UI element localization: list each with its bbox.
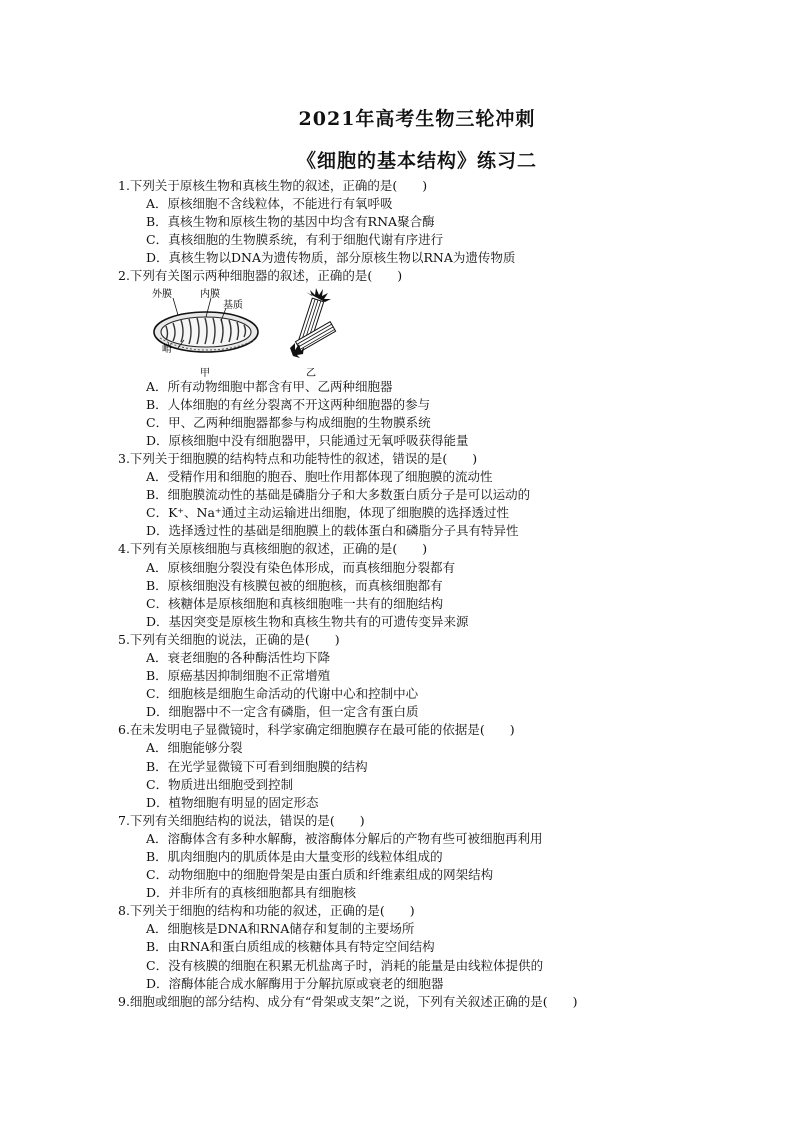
question-stem: 1.下列关于原核生物和真核生物的叙述，正确的是( ) (118, 178, 428, 193)
question-stem: 6.在未发明电子显微镜时，科学家确定细胞膜存在最可能的依据是( ) (118, 722, 515, 738)
question-6 (118, 721, 678, 811)
label-inner-membrane: 内膜 (200, 288, 220, 300)
option-d: D．溶酶体能合成水解酶用于分解抗原或衰老的细胞器 (146, 975, 444, 991)
question-8 (118, 902, 678, 992)
option-d: D．真核生物以DNA为遗传物质，部分原核生物以RNA为遗传物质 (146, 250, 516, 266)
option-d: D．选择透过性的基础是细胞膜上的载体蛋白和磷脂分子具有特异性 (146, 523, 519, 539)
option-c: C．细胞核是细胞生命活动的代谢中心和控制中心 (146, 686, 419, 702)
question-7 (118, 812, 678, 902)
organelle-illustration (138, 286, 398, 378)
option-d: D．原核细胞中没有细胞器甲，只能通过无氧呼吸获得能量 (146, 432, 469, 448)
option-b: B．在光学显微镜下可看到细胞膜的结构 (146, 758, 368, 774)
centrosome-drawing (290, 288, 336, 358)
option-b: B．由RNA和蛋白质组成的核糖体具有特定空间结构 (146, 939, 435, 955)
document-subtitle: 《细胞的基本结构》练习二 (296, 150, 537, 172)
label-jia: 甲 (200, 367, 210, 378)
question-stem: 7.下列有关细胞结构的说法，错误的是( ) (118, 812, 365, 828)
option-a: A．原核细胞分裂没有染色体形成，而真核细胞分裂都有 (146, 559, 456, 575)
option-c: C．甲、乙两种细胞器都参与构成细胞的生物膜系统 (146, 414, 431, 430)
option-a: A．所有动物细胞中都含有甲、乙两种细胞器 (146, 378, 393, 394)
document-title: 2021年高考生物三轮冲刺 (298, 108, 536, 130)
option-b: B．真核生物和原核生物的基因中均含有RNA聚合酶 (146, 214, 435, 230)
question-list (118, 177, 678, 1011)
question-stem: 2.下列有关图示两种细胞器的叙述，正确的是( ) (118, 268, 403, 284)
question-stem: 5.下列有关细胞的说法，正确的是( ) (118, 631, 340, 647)
option-c: C．真核细胞的生物膜系统，有利于细胞代谢有序进行 (146, 232, 444, 248)
option-c: C．K⁺、Na⁺通过主动运输进出细胞，体现了细胞膜的选择透过性 (146, 505, 509, 521)
option-a: A．细胞核是DNA和RNA储存和复制的主要场所 (146, 921, 415, 937)
option-d: D．基因突变是原核生物和真核生物共有的可遗传变异来源 (146, 613, 469, 629)
option-a: A．原核细胞不含线粒体，不能进行有氧呼吸 (146, 196, 393, 212)
question-3 (118, 450, 678, 540)
question-stem: 8.下列关于细胞的结构和功能的叙述，正确的是( ) (118, 903, 415, 919)
option-b: B．原癌基因抑制细胞不正常增殖 (146, 668, 331, 684)
question-2 (118, 267, 678, 449)
option-d: D．并非所有的真核细胞都具有细胞核 (146, 885, 357, 901)
question-4 (118, 540, 678, 630)
option-c: C．没有核膜的细胞在积累无机盐离子时，消耗的能量是由线粒体提供的 (146, 957, 544, 973)
option-c: C．核糖体是原核细胞和真核细胞唯一共有的细胞结构 (146, 595, 444, 611)
option-b: B．人体细胞的有丝分裂离不开这两种细胞器的参与 (146, 396, 431, 412)
question-1 (118, 177, 678, 267)
question-stem: 9.细胞或细胞的部分结构、成分有“骨架或支架”之说，下列有关叙述正确的是( ) (118, 993, 578, 1009)
question-9 (118, 993, 678, 1011)
question-stem: 3.下列关于细胞膜的结构特点和功能特性的叙述，错误的是( ) (118, 450, 478, 466)
organelle-figure (138, 286, 398, 378)
label-outer-membrane: 外膜 (152, 288, 172, 300)
option-d: D．植物细胞有明显的固定形态 (146, 794, 319, 810)
label-matrix: 基质 (223, 299, 243, 311)
option-d: D．细胞器中不一定含有磷脂，但一定含有蛋白质 (146, 704, 419, 720)
option-a: A．溶酶体含有多种水解酶，被溶酶体分解后的产物有些可被细胞再利用 (146, 830, 543, 846)
label-cristae: 嵴 (162, 343, 172, 355)
label-yi: 乙 (306, 367, 316, 378)
option-b: B．细胞膜流动性的基础是磷脂分子和大多数蛋白质分子是可以运动的 (146, 487, 531, 503)
option-c: C．物质进出细胞受到控制 (146, 776, 294, 792)
question-stem: 4.下列有关原核细胞与真核细胞的叙述，正确的是( ) (118, 541, 428, 557)
option-b: B．原核细胞没有核膜包被的细胞核，而真核细胞都有 (146, 577, 443, 593)
question-5 (118, 631, 678, 721)
option-c: C．动物细胞中的细胞骨架是由蛋白质和纤维素组成的网架结构 (146, 867, 494, 883)
option-a: A．细胞能够分裂 (146, 740, 243, 756)
option-a: A．衰老细胞的各种酶活性均下降 (146, 649, 331, 665)
option-b: B．肌肉细胞内的肌质体是由大量变形的线粒体组成的 (146, 849, 443, 864)
option-a: A．受精作用和细胞的胞吞、胞吐作用都体现了细胞膜的流动性 (146, 469, 493, 485)
